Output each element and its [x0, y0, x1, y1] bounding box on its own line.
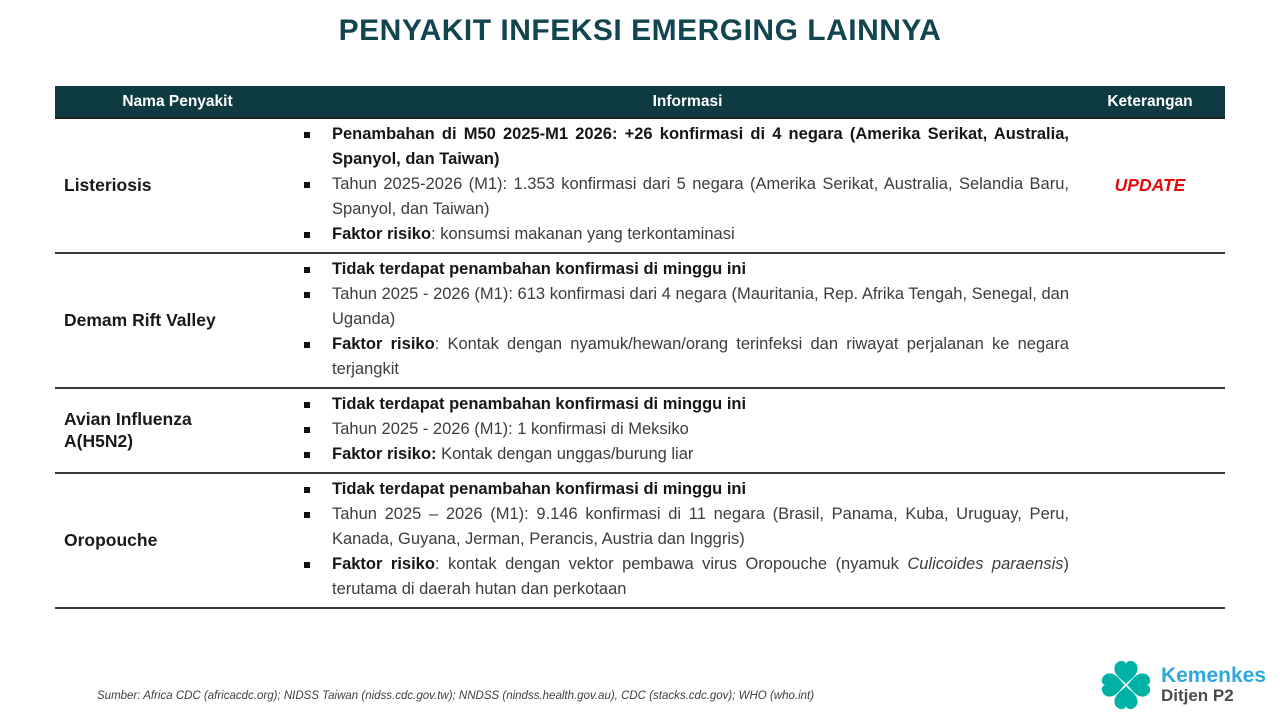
- square-bullet-icon: [304, 292, 310, 298]
- disease-info-cell: [300, 389, 1075, 472]
- keterangan-cell: [1075, 389, 1225, 472]
- bullet-text: Tidak terdapat penambahan konfirmasi di minggu ini: [332, 260, 747, 278]
- bullet-text: Tidak terdapat penambahan konfirmasi di minggu ini: [332, 480, 747, 498]
- table-body: [55, 119, 1225, 609]
- info-bullet: [300, 442, 1069, 467]
- table-row: [55, 254, 1225, 389]
- info-bullet: [300, 122, 1069, 172]
- info-bullet: [300, 222, 1069, 247]
- square-bullet-icon: [304, 562, 310, 568]
- bullet-text: Faktor risiko: Kontak dengan nyamuk/hewan/orang terinfeksi dan riwayat perjalanan ke negara terjangkit: [332, 335, 1069, 378]
- bullet-text: Tidak terdapat penambahan konfirmasi di minggu ini: [332, 395, 747, 413]
- info-bullet: [300, 502, 1069, 552]
- square-bullet-icon: [304, 267, 310, 273]
- keterangan-cell: [1075, 119, 1225, 252]
- square-bullet-icon: [304, 182, 310, 188]
- table-row: [55, 389, 1225, 474]
- disease-table: [55, 86, 1225, 609]
- bullet-text: Tahun 2025 – 2026 (M1): 9.146 konfirmasi di 11 negara (Brasil, Panama, Kuba, Uruguay, Peru, Kanada, Guyana, Jerman, Perancis, Austria dan Inggris): [332, 505, 1069, 548]
- info-bullet: [300, 477, 1069, 502]
- square-bullet-icon: [304, 232, 310, 238]
- square-bullet-icon: [304, 427, 310, 433]
- square-bullet-icon: [304, 512, 310, 518]
- bullet-text: Faktor risiko: Kontak dengan unggas/burung liar: [332, 445, 694, 463]
- disease-info-cell: [300, 254, 1075, 387]
- bullet-text: Tahun 2025 - 2026 (M1): 613 konfirmasi dari 4 negara (Mauritania, Rep. Afrika Tengah, Senegal, dan Uganda): [332, 285, 1069, 328]
- page-title: PENYAKIT INFEKSI EMERGING LAINNYA: [338, 14, 942, 47]
- info-bullet: [300, 392, 1069, 417]
- table-row: [55, 119, 1225, 254]
- square-bullet-icon: [304, 342, 310, 348]
- keterangan-cell: [1075, 254, 1225, 387]
- info-bullet: [300, 552, 1069, 602]
- kemenkes-logo-icon: [1097, 656, 1155, 714]
- bullet-text: Faktor risiko: kontak dengan vektor pembawa virus Oropouche (nyamuk Culicoides paraensis) terutama di daerah hutan dan perkotaan: [332, 555, 1069, 598]
- info-bullet: [300, 332, 1069, 382]
- disease-name-cell: Oropouche: [64, 529, 158, 550]
- bullet-text: Faktor risiko: konsumsi makanan yang terkontaminasi: [332, 225, 735, 243]
- info-bullet: [300, 257, 1069, 282]
- disease-info-cell: [300, 119, 1075, 252]
- col-header-nama-penyakit: Nama Penyakit: [122, 92, 233, 110]
- info-bullet: [300, 172, 1069, 222]
- square-bullet-icon: [304, 132, 310, 138]
- bullet-text: Tahun 2025-2026 (M1): 1.353 konfirmasi dari 5 negara (Amerika Serikat, Australia, Selandia Baru, Spanyol, dan Taiwan): [332, 175, 1069, 218]
- square-bullet-icon: [304, 402, 310, 408]
- square-bullet-icon: [304, 452, 310, 458]
- kemenkes-logo-text: [1161, 664, 1266, 706]
- disease-name-cell: Listeriosis: [64, 174, 152, 195]
- bullet-text: Penambahan di M50 2025-M1 2026: +26 konfirmasi di 4 negara (Amerika Serikat, Australia, Spanyol, dan Taiwan): [332, 125, 1069, 168]
- kemenkes-brand-text: Kemenkes: [1160, 664, 1266, 688]
- col-header-informasi: Informasi: [652, 92, 723, 110]
- disease-name-cell: Demam Rift Valley: [64, 309, 216, 330]
- keterangan-cell: [1075, 474, 1225, 607]
- disease-info-cell: [300, 474, 1075, 607]
- bullet-text: Tahun 2025 - 2026 (M1): 1 konfirmasi di Meksiko: [332, 420, 689, 438]
- table-header-row: [55, 86, 1225, 119]
- square-bullet-icon: [304, 487, 310, 493]
- update-badge: UPDATE: [1114, 175, 1186, 195]
- table-row: [55, 474, 1225, 609]
- col-header-keterangan: Keterangan: [1107, 92, 1193, 110]
- kemenkes-logo: [1097, 656, 1266, 714]
- source-note: Sumber: Africa CDC (africacdc.org); NIDSS Taiwan (nidss.cdc.gov.tw); NNDSS (nindss.health.gov.au), CDC (stacks.cdc.gov); WHO (who.int): [97, 690, 815, 702]
- kemenkes-sub-text: Ditjen P2: [1160, 686, 1234, 706]
- info-bullet: [300, 417, 1069, 442]
- disease-name-cell: Avian Influenza A(H5N2): [64, 408, 192, 451]
- info-bullet: [300, 282, 1069, 332]
